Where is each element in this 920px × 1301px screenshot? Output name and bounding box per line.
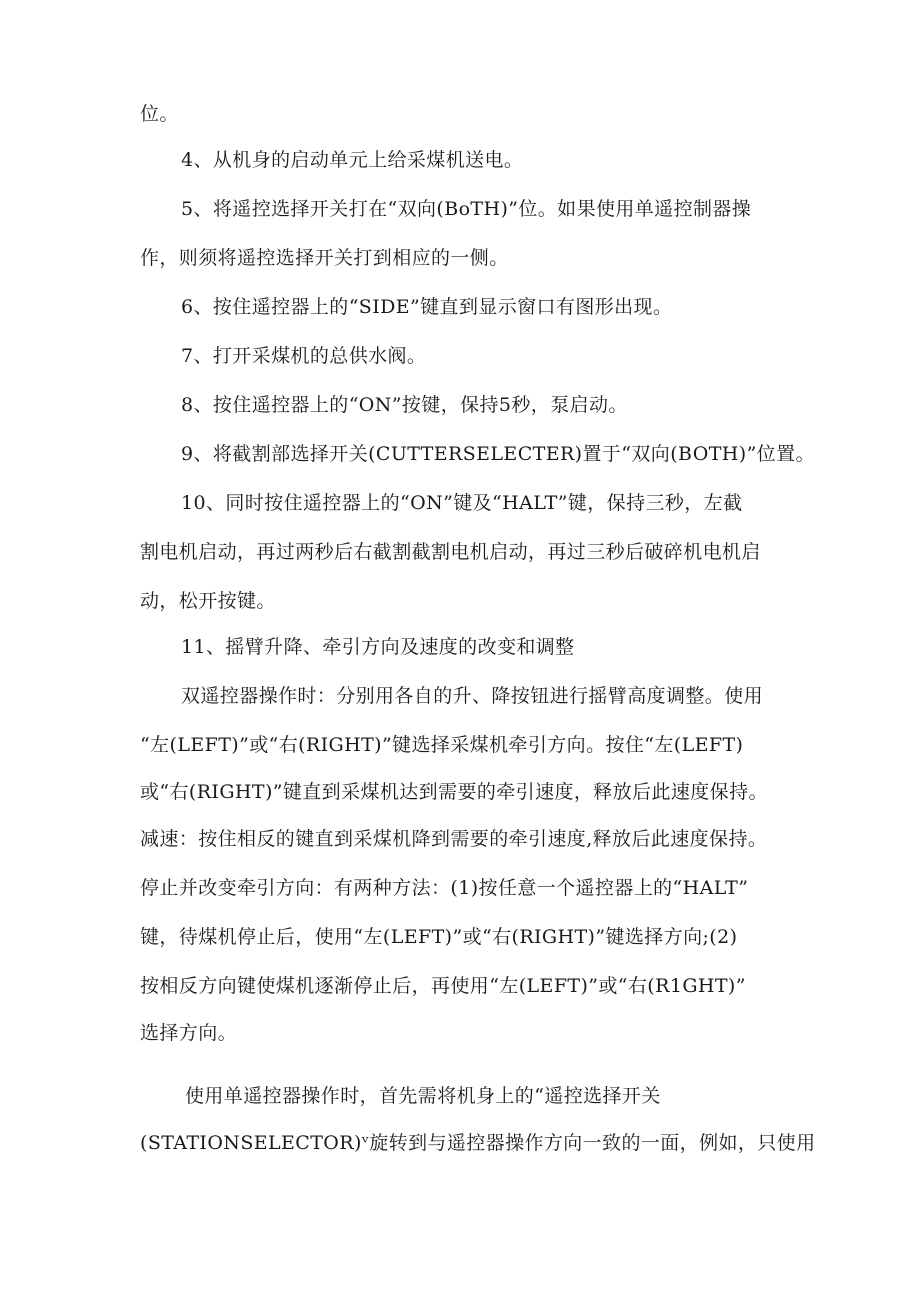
text-line: 7、打开采煤机的总供水阀。 <box>181 345 427 367</box>
text-line: 8、按住遥控器上的“ON”按键，保持5秒，泵启动。 <box>181 394 628 416</box>
text-line: 10、同时按住遥控器上的“ON”键及“HALT”键，保持三秒，左截 <box>181 492 743 514</box>
text-line: 键，待煤机停止后，使用“左(LEFT)”或“右(RIGHT)”键选择方向;(2) <box>140 926 738 948</box>
text-line: 动，松开按键。 <box>140 590 276 612</box>
text-line: “左(LEFT)”或“右(RIGHT)”键选择采煤机牵引方向。按住“左(LEFT) <box>140 734 744 756</box>
text-line: 位。 <box>140 103 179 125</box>
text-line: (STATIONSELECTOR)ᵛ旋转到与遥控器操作方向一致的一面，例如，只使用 <box>140 1132 816 1154</box>
text-line: 减速：按住相反的键直到采煤机降到需要的牵引速度,释放后此速度保持。 <box>140 828 768 850</box>
section-heading: 11、摇臂升降、牵引方向及速度的改变和调整 <box>181 636 575 658</box>
text-line: 或“右(RIGHT)”键直到采煤机达到需要的牵引速度，释放后此速度保持。 <box>140 781 768 803</box>
text-line: 使用单遥控器操作时，首先需将机身上的“遥控选择开关 <box>185 1085 661 1107</box>
text-line: 5、将遥控选择开关打在“双向(BoTH)”位。如果使用单遥控制器操 <box>181 198 752 220</box>
text-line: 9、将截割部选择开关(CUTTERSELECTER)置于“双向(BOTH)”位置。 <box>181 443 815 465</box>
text-line: 选择方向。 <box>140 1022 238 1044</box>
text-line: 割电机启动，再过两秒后右截割截割电机启动，再过三秒后破碎机电机启 <box>140 541 761 563</box>
text-line: 双遥控器操作时：分别用各自的升、降按钮进行摇臂高度调整。使用 <box>181 685 764 707</box>
text-line: 按相反方向键使煤机逐渐停止后，再使用“左(LEFT)”或“右(R1GHT)” <box>140 975 746 997</box>
text-line: 4、从机身的启动单元上给采煤机送电。 <box>181 149 524 171</box>
text-line: 停止并改变牵引方向：有两种方法：(1)按任意一个遥控器上的“HALT” <box>140 877 749 899</box>
text-line: 作，则须将遥控选择开关打到相应的一侧。 <box>140 247 509 269</box>
text-line: 6、按住遥控器上的“SIDE”键直到显示窗口有图形出现。 <box>181 296 673 318</box>
